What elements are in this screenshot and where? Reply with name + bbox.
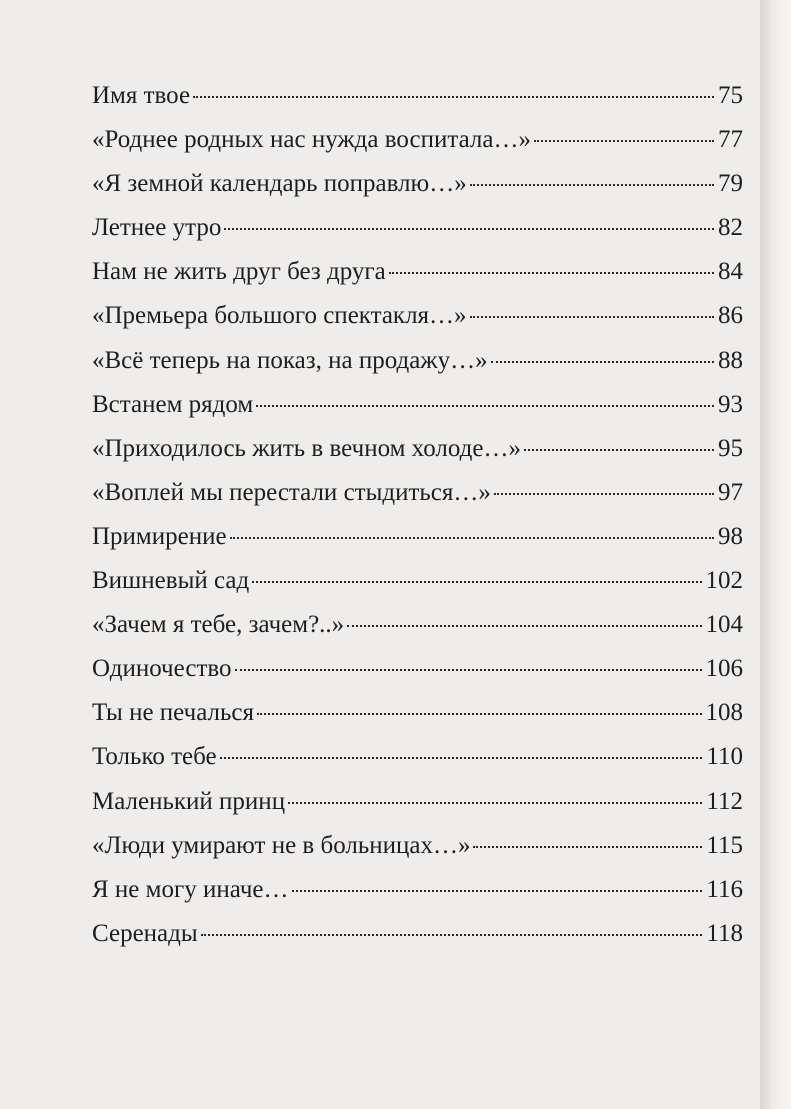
toc-entry-page: 86	[718, 302, 743, 330]
dot-leader	[256, 405, 714, 407]
toc-entry	[92, 655, 743, 699]
toc-entry-title: «Я земной календарь поправлю…»	[92, 170, 467, 198]
toc-entry-page: 77	[718, 126, 743, 154]
toc-entry-title: Примирение	[92, 522, 227, 550]
dot-leader	[257, 713, 701, 715]
table-of-contents	[92, 82, 743, 964]
toc-entry-title: Я не могу иначе…	[92, 875, 289, 903]
toc-entry-page: 93	[718, 390, 743, 418]
toc-entry-page: 84	[718, 258, 743, 286]
toc-entry	[92, 611, 743, 655]
toc-entry-title: Имя твое	[92, 82, 191, 109]
toc-entry-title: Нам не жить друг без друга	[92, 258, 386, 286]
dot-leader	[201, 934, 703, 936]
toc-entry	[92, 258, 743, 302]
toc-entry-page: 102	[705, 567, 743, 595]
toc-entry-title: Вишневый сад	[92, 567, 250, 595]
dot-leader	[494, 493, 714, 495]
toc-entry	[92, 788, 743, 832]
toc-entry-title: Одиночество	[92, 655, 232, 683]
toc-entry-page: 79	[718, 170, 743, 198]
toc-entry-title: Маленький принц	[92, 787, 286, 815]
toc-entry-title: Встанем рядом	[92, 390, 254, 418]
toc-entry-page: 75	[718, 82, 743, 109]
toc-entry-title: Серенады	[92, 919, 198, 947]
toc-entry	[92, 743, 743, 787]
dot-leader	[524, 449, 714, 451]
dot-leader	[235, 669, 702, 671]
dot-leader	[224, 228, 714, 230]
toc-entry-title: «Зачем я тебе, зачем?..»	[92, 611, 345, 639]
toc-entry	[92, 214, 743, 258]
dot-leader	[491, 361, 714, 363]
toc-entry-title: «Роднее родных нас нужда воспитала…»	[92, 126, 531, 154]
toc-entry-page: 104	[705, 611, 743, 639]
toc-entry-page: 118	[706, 919, 743, 947]
dot-leader	[252, 581, 701, 583]
toc-entry-title: «Воплей мы перестали стыдиться…»	[92, 478, 491, 506]
toc-entry-title: Только тебе	[92, 743, 217, 771]
toc-entry-page: 115	[706, 831, 743, 859]
toc-entry-title: «Премьера большого спектакля…»	[92, 302, 467, 330]
toc-entry-page: 116	[706, 875, 743, 903]
dot-leader	[230, 537, 714, 539]
toc-entry	[92, 920, 743, 964]
toc-entry-page: 110	[706, 743, 743, 771]
toc-entry-page: 112	[706, 787, 743, 815]
toc-entry	[92, 479, 743, 523]
dot-leader	[193, 96, 714, 98]
toc-entry-page: 88	[718, 346, 743, 374]
dot-leader	[389, 272, 714, 274]
toc-entry	[92, 435, 743, 479]
toc-entry	[92, 302, 743, 346]
toc-entry-page: 97	[718, 478, 743, 506]
toc-entry-page: 106	[705, 655, 743, 683]
dot-leader	[292, 890, 703, 892]
toc-entry	[92, 82, 743, 126]
toc-entry-title: «Люди умирают не в больницах…»	[92, 831, 471, 859]
dot-leader	[470, 184, 714, 186]
toc-entry	[92, 126, 743, 170]
page-edge	[760, 0, 791, 1109]
dot-leader	[470, 316, 714, 318]
dot-leader	[347, 625, 701, 627]
toc-entry	[92, 832, 743, 876]
toc-entry	[92, 699, 743, 743]
toc-entry-page: 98	[718, 522, 743, 550]
dot-leader	[220, 757, 703, 759]
toc-entry	[92, 347, 743, 391]
toc-entry-page: 108	[705, 699, 743, 727]
toc-entry-title: Ты не печалься	[92, 699, 255, 727]
toc-entry	[92, 876, 743, 920]
toc-entry	[92, 523, 743, 567]
dot-leader	[288, 802, 702, 804]
toc-entry	[92, 170, 743, 214]
dot-leader	[473, 846, 702, 848]
toc-entry	[92, 391, 743, 435]
dot-leader	[534, 140, 714, 142]
toc-entry-page: 82	[718, 214, 743, 242]
toc-entry-title: «Всё теперь на показ, на продажу…»	[92, 346, 488, 374]
toc-entry-title: Летнее утро	[92, 214, 222, 242]
toc-entry-page: 95	[718, 434, 743, 462]
toc-entry-title: «Приходилось жить в вечном холоде…»	[92, 434, 521, 462]
toc-entry	[92, 567, 743, 611]
